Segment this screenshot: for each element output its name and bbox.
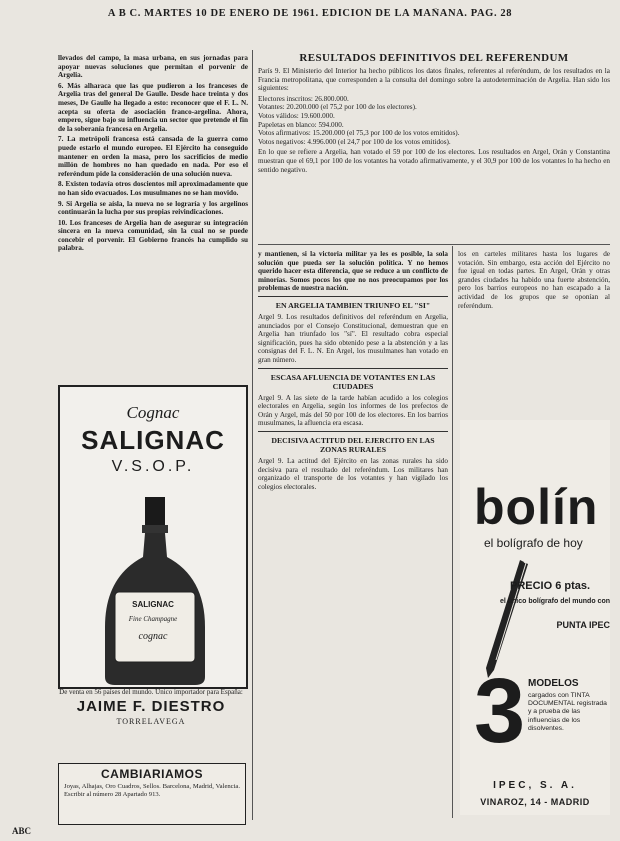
section-rule	[258, 296, 448, 297]
bolin-slogan: el bolígrafo de hoy	[484, 536, 583, 550]
right-column	[458, 250, 610, 410]
result-line: Papeletas en blanco: 594.000.	[258, 120, 344, 129]
article-divider	[258, 244, 610, 245]
page-header: A B C. MARTES 10 DE ENERO DE 1961. EDICION DE LA MAÑANA. PAG. 28	[107, 8, 513, 19]
bolin-address: VINAROZ, 14 - MADRID	[480, 797, 590, 807]
middle-top-text: y mantienen, si la victoria militar ya les es posible, la sola solución que pueda ser la solución política. Y no hemos querido hacer esta diferencia, que se reduce a un conflicto de minorías. Somos pocos los que no nos preocupamos por los problemas de nuestra nación.	[258, 250, 448, 293]
section-rule	[258, 368, 448, 369]
section-text: Argel 9. Los resultados definitivos del referéndum en Argelia, anunciados por el Consejo Constitucional, demuestran que en Argelia han triunfado los "sí". El resultado cobra especial significación, pues ha sido obtenido pese a la abstención y a las consignas del F. L. N. En Argel, los musulmanes han votado en gran número.	[258, 312, 448, 364]
left-column	[58, 54, 248, 380]
section-text: Argel 9. A las siete de la tarde habían acudido a los colegios electorales en Argelia, según los informes de los prefectos de Orán y Argel, más del 50 por 100 de los electores. En los barrios musulmanes, la afluencia era escasa.	[258, 393, 448, 428]
cambiariamos-ad	[58, 763, 246, 825]
result-line: Votos válidos: 19.600.000.	[258, 111, 335, 120]
bolin-models-desc: cargados con TINTA DOCUMENTAL registrada y a prueba de las influencias de los disolventes.	[528, 692, 607, 732]
article-intro: París 9. El Ministerio del Interior ha hecho públicos los datos finales, referentes al referéndum, de los resultados en la Francia metropolitana, que corresponden a la consulta del domingo sobre la autodeterminación de Argelia. Han sido los siguientes:	[258, 67, 610, 93]
ad-brand-name: SALIGNAC	[81, 425, 225, 455]
bolin-tip: PUNTA IPEC	[556, 620, 610, 630]
result-line: Votos afirmativos: 15.200.000 (el 75,3 por 100 de los votos emitidos).	[258, 129, 460, 138]
main-article	[258, 50, 610, 242]
bottle-label-sub: Fine Champagne	[128, 615, 178, 623]
bolin-ad	[460, 420, 610, 815]
section-title: EN ARGELIA TAMBIEN TRIUNFO EL "SI"	[275, 300, 431, 310]
footer-mark: ABC	[12, 826, 32, 836]
bolin-company: IPEC, S. A.	[493, 780, 577, 791]
distributor-city: TORRELAVEGA	[116, 717, 186, 726]
result-line: Votos negativos: 4.996.000 (el 24,7 por 100 de los votos emitidos).	[258, 137, 451, 146]
left-paragraph: 8. Existen todavía otros doscientos mil aproximadamente que no han sido evacuados. Los musulmanes no se han movido.	[58, 180, 248, 197]
bolin-price: PRECIO 6 ptas.	[510, 580, 591, 592]
section-title: DECISIVA ACTITUD DEL EJERCITO EN LAS ZONAS RURALES	[271, 435, 435, 454]
result-line: Votantes: 20.200.000 (el 75,2 por 100 de los electores).	[258, 103, 417, 112]
article-title: RESULTADOS DEFINITIVOS DEL REFERENDUM	[299, 52, 569, 64]
cognac-bottle-image	[95, 497, 215, 687]
bottle-label-brand: SALIGNAC	[132, 600, 174, 609]
bottle-label-word: cognac	[138, 631, 168, 642]
section-title: ESCASA AFLUENCIA DE VOTANTES EN LAS CIUDADES	[270, 372, 436, 391]
cambiariamos-title: CAMBIARIAMOS	[101, 767, 203, 781]
bolin-models-label: MODELOS	[528, 678, 579, 689]
distributor-name: JAIME F. DIESTRO	[76, 698, 226, 715]
right-text: los en carteles militares hasta los lugares de votación. Sin embargo, esta acción del Ejército no fue igual en todas partes. En Argel, Orán y otras grandes ciudades ha habido una fuerte abstención, pero los barrios europeos no han escapado a la actividad de los grupos que se oponían al referéndum.	[458, 250, 610, 310]
bolin-desc: el único bolígrafo del mundo con	[499, 598, 610, 605]
column-divider	[452, 246, 453, 818]
middle-column	[258, 250, 448, 820]
salignac-ad	[58, 385, 248, 689]
article-closing: En lo que se refiere a Argelia, han votado el 59 por 100 de los electores. Los resultados en Argel, Orán y Constantina muestran que el 69,1 por 100 de los votantes ha votado afirmativamente, y el 30,9 por 100 de los votantes lo ha hecho en sentido negativo.	[258, 148, 610, 174]
left-paragraph: 7. La metrópoli francesa está cansada de la guerra como puede estarlo el mundo europeo. El Ejército ha conseguido mantener en orden la masa, pero los sacrificios de medio millón de hombres no han quedado en nada. Por eso el referéndum pide la consideración de una solución nueva.	[58, 135, 248, 178]
left-paragraph: 6. Más alharaca que las que pudieron a los franceses de Argelia tras del general De Gaulle. Desde hace treinta y dos meses, De Gaulle ha llegado a esto: reconocer que el F. L. N. acepta su oferta de asociación franco-argelina. Ahora, empero, sigue bajo su influencia un sector que pretende el fin de la soberanía francesa en Argelia.	[58, 81, 248, 133]
distributor-ad	[58, 688, 244, 758]
result-line: Electores inscritos: 26.800.000.	[258, 94, 349, 103]
left-paragraph: 9. Si Argelia se aísla, la nueva no se lograría y los argelinos continuarán la lucha por sus propias reivindicaciones.	[58, 199, 248, 217]
section-text: Argel 9. La actitud del Ejército en las zonas rurales ha sido decisiva para el resultado del referéndum. Los militares han organizado el transporte de los votantes y han vigilado los colegios electorales.	[258, 456, 448, 491]
left-paragraph: llevados del campo, la masa urbana, en sus jornadas para apoyar nuevas soluciones que permitan el porvenir de Argelia.	[58, 54, 248, 80]
bolin-brand: bolín	[474, 479, 599, 535]
distributor-text: De venta en 56 países del mundo. Único importador para España:	[59, 688, 243, 696]
left-paragraph: 10. Los franceses de Argelia han de asegurar su integración sincera en la nueva comunidad, sin la cual no se puede concebir el porvenir. El Gobierno francés ha cumplido su palabra.	[58, 218, 248, 253]
section-rule	[258, 431, 448, 432]
bolin-models-number: 3	[474, 660, 526, 762]
cambiariamos-text: Joyas, Alhajas, Oro Cuadros, Sellos. Barcelona, Madrid, Valencia. Escribir al número 28 Apartado 913.	[64, 783, 240, 798]
column-divider	[252, 50, 253, 820]
ad-cognac-label: Cognac	[126, 403, 180, 422]
ad-grade: V.S.O.P.	[111, 458, 195, 475]
